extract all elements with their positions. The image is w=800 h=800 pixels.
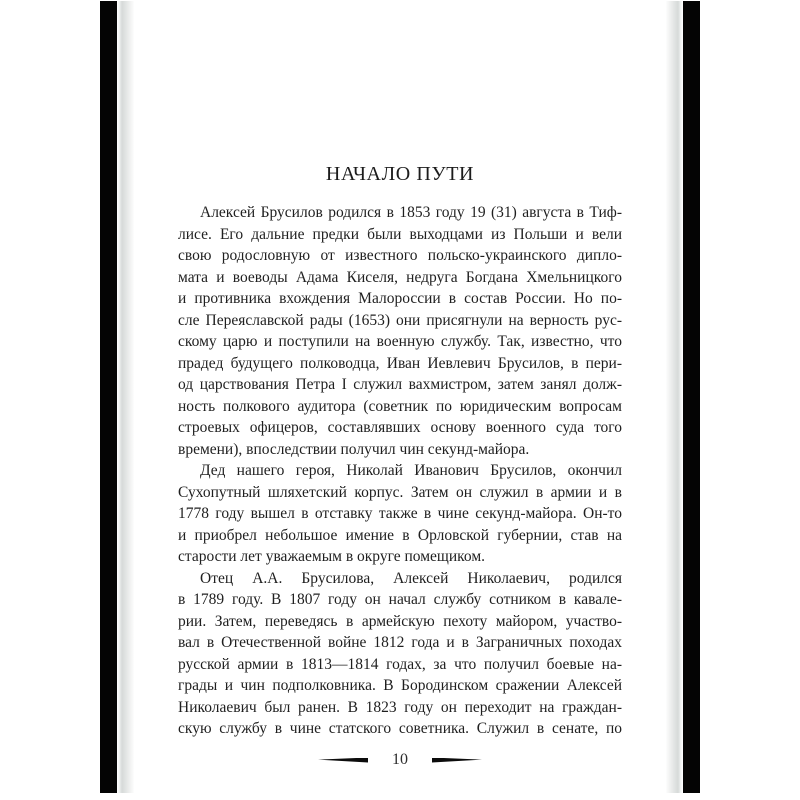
text-line: и противника вхождения Малороссии в состав России. Но по- [178, 290, 622, 307]
book-text [178, 202, 622, 740]
text-line: 1778 году вышел в отставку также в чине секунд-майора. Он-то [178, 505, 622, 522]
text-line: Дед нашего героя, Николай Иванович Брусилов, окончил [200, 462, 622, 479]
text-line: сле Переяславской рады (1653) они присягнули на верность рус- [178, 311, 622, 329]
page-edge-shadow-left [117, 1, 134, 793]
text-line: скую службу в чине статского советника. Служил в сенате, по [178, 720, 622, 737]
text-line: русской армии в 1813—1814 годах, за что получил боевые на- [178, 655, 622, 673]
text-line: свою родословную от известного польско-украинского дипло- [178, 247, 622, 264]
text-line: мата и воеводы Адама Киселя, недруга Богдана Хмельницкого [178, 268, 622, 286]
text-line: и приобрел небольшое имение в Орловской губернии, став на [178, 526, 622, 544]
text-line: вал в Отечественной войне 1812 года и в Заграничных походах [178, 634, 622, 651]
text-line: строевых офицеров, составлявших основу военного суда того [178, 419, 622, 436]
text-line: Николаевич был ранен. В 1823 году он переходит на граждан- [178, 698, 622, 716]
text-line: рии. Затем, переведясь в армейскую пехоту майором, участво- [178, 612, 622, 630]
text-line: времени), впоследствии получил чин секунд-майора. [178, 440, 530, 458]
page-edge-shadow-right [666, 1, 683, 793]
text-line: Сухопутный шляхетский корпус. Затем он служил в армии и в [178, 483, 622, 501]
text-line: старости лет уважаемым в округе помещиком. [178, 548, 486, 565]
text-line: Отец А.А. Брусилова, Алексей Николаевич, родился [200, 569, 622, 587]
text-line: скому царю и поступили на военную службу. Так, известно, что [178, 333, 622, 350]
text-line: од царствования Петра I служил вахмистром, затем занял долж- [178, 376, 622, 393]
page-edge-bar-right [683, 1, 700, 793]
page-number: 10 [392, 751, 408, 768]
chapter-title: НАЧАЛО ПУТИ [325, 163, 475, 185]
footer-ornament-left-icon [318, 758, 368, 763]
page-edge-bar-left [100, 1, 117, 793]
footer-ornament-right-icon [432, 758, 482, 763]
text-line: грады и чин подполковника. В Бородинском сражении Алексей [178, 677, 622, 694]
text-line: лисе. Его дальние предки были выходцами из Польши и вели [178, 225, 622, 243]
text-line: прадед будущего полководца, Иван Иевлевич Брусилов, в пери- [178, 354, 622, 372]
page-footer [178, 748, 622, 772]
text-line: Алексей Брусилов родился в 1853 году 19 (31) августа в Тиф- [200, 204, 622, 221]
text-line: ность полкового аудитора (советник по юридическим вопросам [178, 397, 622, 415]
text-line: в 1789 году. В 1807 году он начал службу сотником в кавале- [178, 591, 622, 608]
